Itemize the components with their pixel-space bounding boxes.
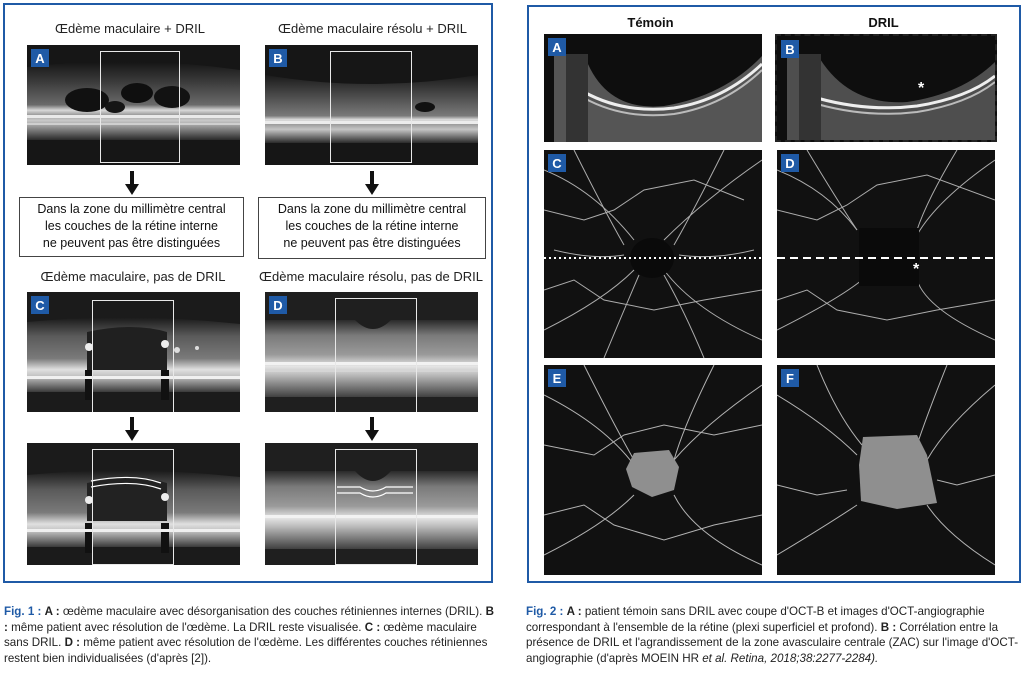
octb-scan-a-image (544, 34, 762, 142)
dril-marker-star: * (918, 80, 925, 97)
octa-panel-e (544, 365, 762, 575)
note-box-right (258, 197, 486, 259)
fig1-title-a: Œdème maculaire + DRIL (55, 21, 205, 36)
panel-label-a: A (548, 38, 566, 56)
caption-key: B : (880, 620, 897, 634)
figure-1 (3, 3, 493, 583)
fig1-title-b: Œdème maculaire résolu + DRIL (278, 21, 467, 36)
figure-1-caption (4, 604, 496, 666)
caption-key: B : (4, 605, 494, 634)
oct-panel-a (27, 45, 240, 165)
panel-label-c: C (31, 296, 49, 314)
column-header-control: Témoin (627, 15, 674, 30)
note-line: Dans la zone du millimètre central (37, 202, 226, 216)
octa-image-c (544, 150, 762, 358)
figure-2-caption (526, 604, 1020, 666)
octa-panel-d (777, 150, 995, 358)
fig1-title-c: Œdème maculaire, pas de DRIL (40, 269, 226, 284)
caption-text: Corrélation entre la présence de DRIL et l'agrandissement de la zone avasculaire centrale (ZAC) sur l'image d'OCT-angiographie (d'après MOEIN HR (526, 620, 1019, 665)
caption-key: D : (64, 636, 81, 649)
down-arrow-icon (365, 171, 379, 195)
octb-panel-a (544, 34, 762, 142)
octa-image-e (544, 365, 762, 575)
panel-label-f: F (781, 369, 799, 387)
caption-fig-label: Fig. 2 : (526, 605, 564, 618)
oct-panel-c (27, 292, 240, 412)
caption-text: même patient avec résolution de l'œdème. La DRIL reste visualisée. (7, 620, 365, 634)
octa-image-f (777, 365, 995, 575)
panel-label-d: D (269, 296, 287, 314)
caption-key: C : (364, 620, 381, 634)
caption-text: œdème maculaire sans DRIL. (4, 620, 477, 649)
panel-label-b: B (269, 49, 287, 67)
roi-box-a (100, 51, 180, 163)
note-box-left (19, 197, 244, 257)
caption-fig-label: Fig. 1 : (4, 605, 42, 618)
roi-box-d (335, 298, 417, 412)
fig1-title-d: Œdème maculaire résolu, pas de DRIL (259, 269, 483, 284)
down-arrow-icon (125, 171, 139, 195)
figure-2 (527, 5, 1021, 583)
oct-panel-c-annotated (27, 443, 240, 565)
note-line: ne peuvent pas être distinguées (42, 236, 221, 250)
panel-label-e: E (548, 369, 566, 387)
octa-image-d (777, 150, 995, 358)
note-line: les couches de la rétine interne (44, 219, 219, 233)
down-arrow-icon (125, 417, 139, 441)
octb-panel-b (775, 34, 997, 142)
caption-text: même patient avec résolution de l'œdème. Les différentes couches rétiniennes restent bien individualisées (d'après [2]). (4, 636, 488, 665)
caption-text: patient témoin sans DRIL avec coupe d'OCT-B et images d'OCT-angiographie correspondant à l'ensemble de la rétine (plexi superficiel et profond). (526, 605, 985, 634)
dril-marker-star: * (913, 261, 920, 278)
oct-panel-d-annotated (265, 443, 478, 565)
roi-box-c-annotated (92, 449, 174, 565)
caption-text: œdème maculaire avec désorganisation des couches rétiniennes internes (DRIL). (59, 605, 486, 618)
caption-key: A : (44, 605, 60, 618)
panel-label-d: D (781, 154, 799, 172)
octa-panel-c (544, 150, 762, 358)
caption-text: et al. Retina, 2018;38:2277-2284). (702, 651, 879, 665)
note-line: Dans la zone du millimètre central (277, 202, 467, 216)
panel-label-c: C (548, 154, 566, 172)
oct-panel-b (265, 45, 478, 165)
note-line: les couches de la rétine interne (285, 219, 459, 233)
panel-label-b: B (781, 40, 799, 58)
roi-box-b (330, 51, 412, 163)
caption-key: A : (566, 605, 582, 618)
column-header-dril: DRIL (868, 15, 899, 30)
octb-scan-b-image (777, 36, 995, 140)
panel-label-a: A (31, 49, 49, 67)
down-arrow-icon (365, 417, 379, 441)
octa-panel-f (777, 365, 995, 575)
note-line: ne peuvent pas être distinguées (283, 236, 461, 250)
roi-box-d-annotated (335, 449, 417, 565)
oct-panel-d (265, 292, 478, 412)
roi-box-c (92, 300, 174, 412)
